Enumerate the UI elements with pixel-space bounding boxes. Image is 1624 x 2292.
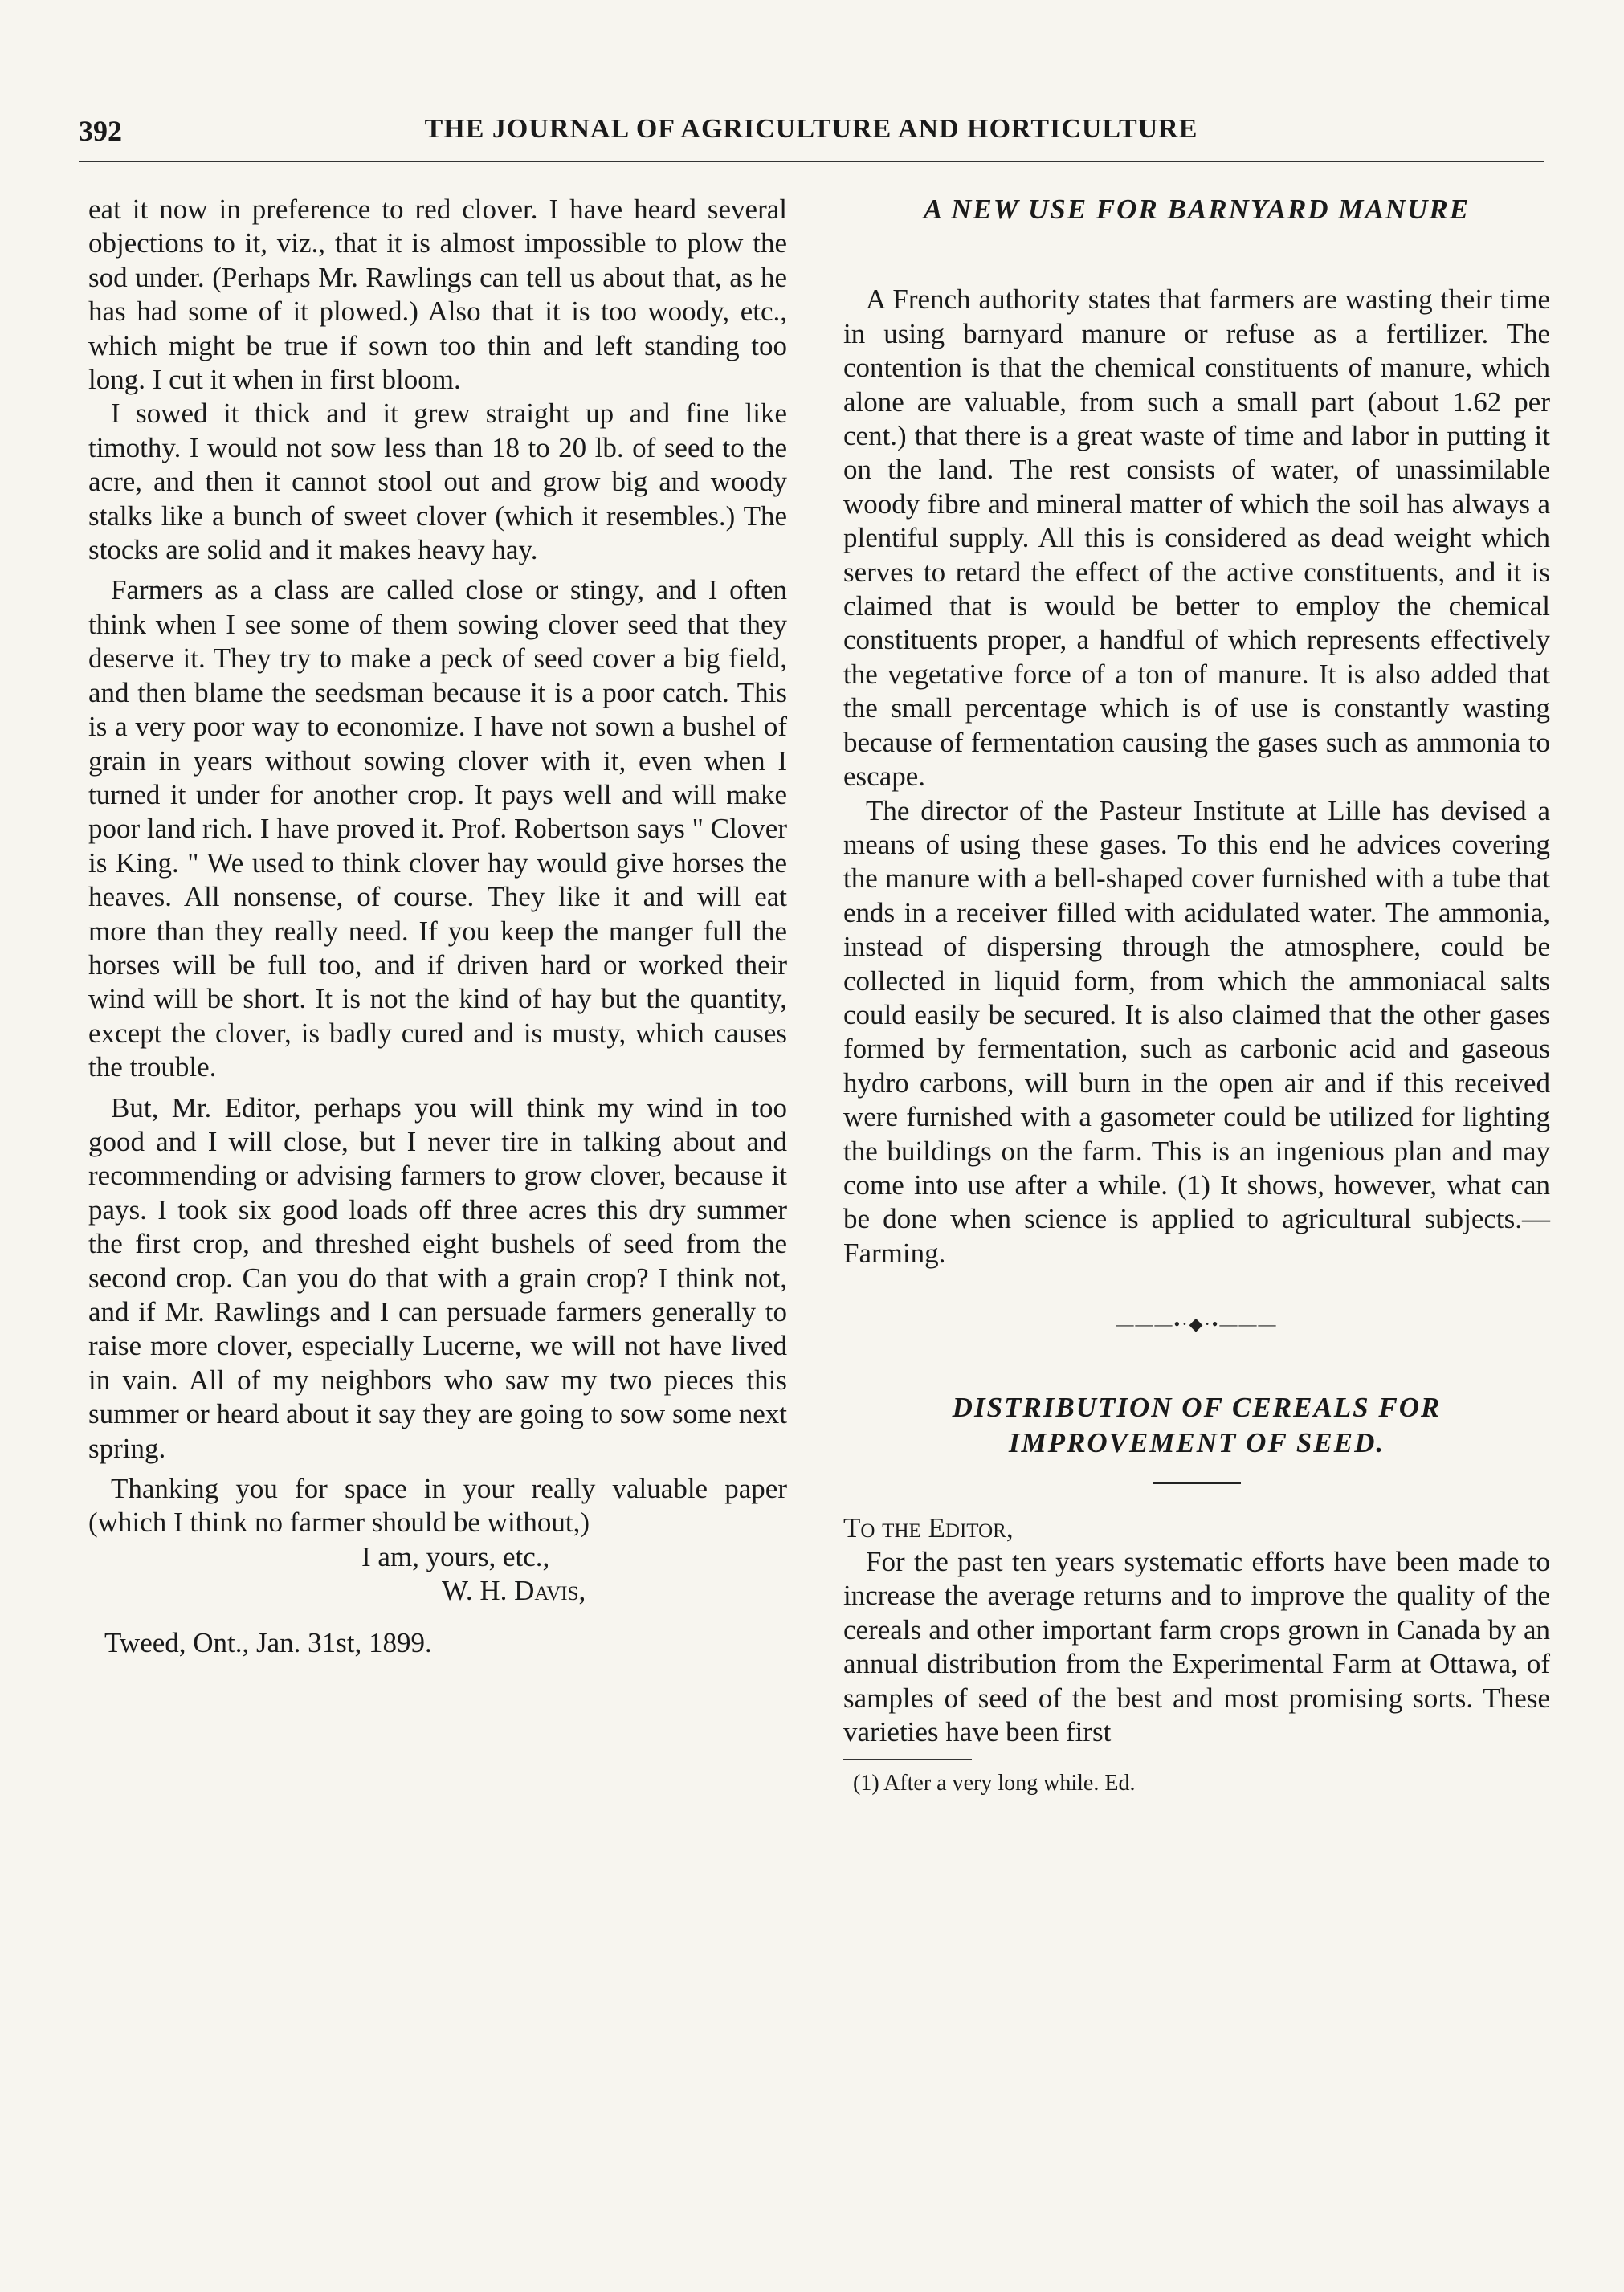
article-title-cereals-line-1: DISTRIBUTION OF CEREALS FOR: [952, 1391, 1442, 1423]
section-ornament: ———•·◆·•———: [1116, 1314, 1278, 1335]
running-head: THE JOURNAL OF AGRICULTURE AND HORTICULTURE: [424, 114, 1198, 144]
footnote-rule: [843, 1759, 972, 1760]
right-column: [843, 193, 1550, 1797]
left-column: [88, 193, 787, 1660]
salutation: To the Editor,: [843, 1511, 1014, 1544]
left-paragraph-4: But, Mr. Editor, perhaps you will think my wind in too good and I will close, but I never tire in talking about and recommending or advising farmers to grow clover, because it pays. I took six good loads off three acres this dry summer the first crop, and threshed eight bushels of seed from the second crop. Can you do that with a grain crop? I think not, and if Mr. Rawlings and I can persuade farmers generally to raise more clover, especially Lucerne, we will not have lived in vain. All of my neighbors who saw my two pieces this summer or heard about it say they are going to sow some next spring.: [88, 1091, 787, 1464]
article-title-manure: A NEW USE FOR BARNYARD MANURE: [923, 194, 1471, 225]
page-number: 392: [79, 115, 122, 147]
cereals-paragraph-1: For the past ten years systematic efforts have been made to increase the average returns and to improve the quality of the cereals and other important farm crops grown in Canada by an annual distribution from the Experimental Farm at Ottawa, of samples of seed of the best and most promising sorts. These varieties have been first: [843, 1546, 1550, 1748]
left-paragraph-1: eat it now in preference to red clover. I have heard several objections to it, viz., that it is almost impossible to plow the sod under. (Perhaps Mr. Rawlings can tell us about that, as he has had some of it plowed.) Also that it is too woody, etc., which might be true if sown too thin and left standing too long. I cut it when in first bloom.: [88, 194, 787, 396]
title-rule: [1153, 1482, 1241, 1484]
left-paragraph-2: I sowed it thick and it grew straight up and fine like timothy. I would not sow less than 18 to 20 lb. of seed to the acre, and then it cannot stool out and grow big and woody stalks like a bunch of sweet clover (which it resembles.) The stocks are solid and it makes heavy hay.: [88, 398, 787, 566]
manure-paragraph-2: The director of the Pasteur Institute at Lille has devised a means of using these gases. To this end he advices covering the manure with a bell-shaped cover furnished with a tube that ends in a receiver filled with acidulated water. The ammonia, instead of dispersing through the atmosphere, could be collected in liquid form, from which the ammoniacal salts could easily be secured. It is also claimed that the other gases formed by fermentation, such as carbonic acid and gaseous hydro carbons, will burn in the open air and if this received were furnished with a gasometer could be utilized for lighting the buildings on the farm. This is an ingenious plan and may come into use after a while. (1) It shows, however, what can be done when science is applied to agricultural subjects.—Farming.: [843, 794, 1550, 1269]
page-header: [79, 114, 1544, 154]
left-paragraph-3: Farmers as a class are called close or stingy, and I often think when I see some of them sowing clover seed that they deserve it. They try to make a peck of seed cover a big field, and then blame the seedsman because it is a poor catch. This is a very poor way to economize. I have not sown a bushel of grain in years without sowing clover with it, even when I turned it under for another crop. It pays well and will make poor land rich. I have proved it. Prof. Robertson says " Clover is King. " We used to think clover hay would give horses the heaves. All nonsense, of course. They like it and will eat more than they really need. If you keep the manger full the horses will be full too, and if driven hard or worked their wind will be short. It is not the kind of hay but the quantity, except the clover, is badly cured and is musty, which causes the trouble.: [88, 574, 787, 1083]
footnote: (1) After a very long while. Ed.: [853, 1771, 1136, 1796]
letter-signature: W. H. Davis,: [442, 1575, 586, 1607]
header-rule: [79, 161, 1544, 162]
letter-place-date: Tweed, Ont., Jan. 31st, 1899.: [104, 1626, 432, 1658]
article-title-cereals-line-2: IMPROVEMENT OF SEED.: [1008, 1426, 1385, 1458]
letter-closing: I am, yours, etc.,: [361, 1540, 550, 1572]
left-paragraph-5: Thanking you for space in your really valuable paper (which I think no farmer should be without,): [88, 1473, 787, 1539]
manure-paragraph-1: A French authority states that farmers are wasting their time in using barnyard manure or refuse as a fertilizer. The contention is that the chemical constituents of manure, which alone are valuable, from such a small part (about 1.62 per cent.) that there is a great waste of time and labor in putting it on the land. The rest consists of water, of unassimilable woody fibre and mineral matter of which the soil has always a plentiful supply. All this is considered as dead weight which serves to retard the effect of the active constituents, and it is claimed that is would be better to employ the chemical constituents proper, a handful of which represents effectively the vegetative force of a ton of manure. It is also added that the small percentage which is of use is constantly wasting because of fermentation causing the gases such as ammonia to escape.: [843, 283, 1550, 793]
